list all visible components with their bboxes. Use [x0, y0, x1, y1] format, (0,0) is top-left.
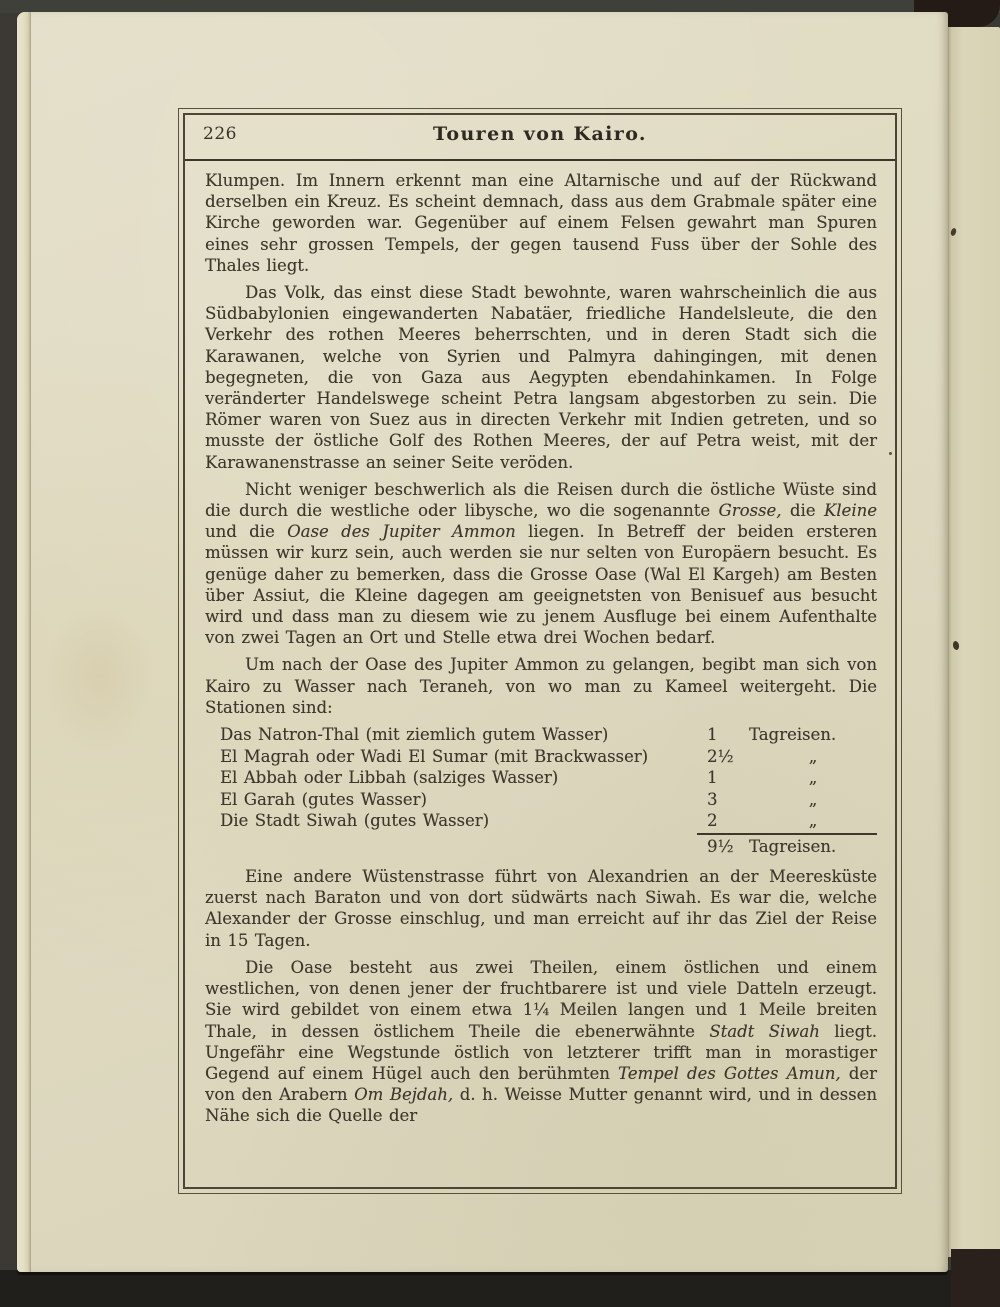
station-row [220, 746, 877, 768]
italic-run: Oase des Jupiter Ammon [287, 522, 516, 542]
text-run: Klumpen. Im Innern erkennt man eine Altarnische und auf der Rückwand derselben ein Kreuz. Es scheint demnach, dass aus dem Grabmale später eine Kirche geworden war. Gegenüber auf einem Felsen gewahrt man Spuren eines sehr grossen Tempels, der gegen tausend Fuss über der Sohle des Thales liegt. [205, 171, 877, 275]
station-name: Die Stadt Siwah (gutes Wasser) [220, 811, 490, 831]
station-unit: „ [808, 746, 818, 766]
binding-shadow-bottom-right [951, 1249, 1000, 1307]
station-row [220, 767, 877, 789]
station-name: El Garah (gutes Wasser) [220, 789, 427, 809]
station-name: El Abbah oder Libbah (salziges Wasser) [220, 768, 559, 788]
paragraph [205, 957, 877, 1127]
station-unit: Tagreisen. [749, 725, 837, 745]
paragraph [205, 866, 877, 951]
text-frame [178, 108, 902, 1194]
paper-speck [889, 452, 892, 455]
stations-total-unit: Tagreisen. [749, 836, 837, 856]
station-name: Das Natron-Thal (mit ziemlich gutem Wasser) [220, 725, 609, 745]
text-run: der von den Arabern [205, 1063, 877, 1105]
stations-total-row [220, 836, 877, 860]
text-run: d. h. Weisse Mutter genannt wird, und in dessen Nähe sich die Quelle der [205, 1085, 877, 1126]
station-unit: „ [808, 768, 818, 788]
sum-rule [697, 833, 877, 835]
stations-table [220, 724, 877, 859]
station-days: 2½ [707, 746, 734, 766]
italic-run: Om Bejdah, [354, 1085, 454, 1105]
italic-run: Stadt Siwah [709, 1021, 820, 1041]
text-run: liegen. In Betreff der beiden ersteren müssen wir kurz sein, auch werden sie nur selten von Europäern besucht. Es genüge daher zu bemerken, dass die Grosse Oase (Wal El Kargeh) am Besten über Assiut, die Kleine dagegen am geeignetsten von Benisuef aus besucht wird und dass man zu diesem wie zu jenem Ausfluge bei einem Aufenthalte von zwei Tagen an Ort und Stelle etwa drei Wochen bedarf. [205, 522, 877, 648]
station-days: 3 [707, 789, 718, 809]
stations-total-days: 9½ [707, 836, 734, 856]
text-frame-inner [183, 113, 897, 1189]
text-run: die [781, 501, 824, 521]
station-unit: „ [808, 789, 818, 809]
paragraph [205, 654, 877, 718]
station-days: 1 [707, 768, 718, 788]
station-row [220, 810, 877, 832]
station-unit: „ [808, 811, 818, 831]
book-page [17, 12, 948, 1272]
text-run: liegt. Ungefähr eine Wegstunde östlich von letzterer trifft man in morastiger Gegend auf einem Hügel auch den berühmten [205, 1021, 878, 1083]
text-run: Um nach der Oase des Jupiter Ammon zu gelangen, begibt man sich von Kairo zu Wasser nach Teraneh, von wo man zu Kameel weitergeht. Die Stationen sind: [205, 655, 877, 717]
page-edge-left [17, 12, 31, 1272]
station-row [220, 724, 877, 746]
station-name: El Magrah oder Wadi El Sumar (mit Brackwasser) [220, 746, 649, 766]
station-days: 2 [707, 811, 718, 831]
text-run: Die Oase besteht aus zwei Theilen, einem östlichen und einem westlichen, von denen jener der fruchtbarere ist und viele Datteln erzeugt. Sie wird gebildet von einem etwa 1¼ Meilen langen und 1 Meile breiten Thale, in dessen östlichem Theile die ebenerwähnte [205, 957, 877, 1041]
running-title: Touren von Kairo. [433, 123, 647, 145]
background-bottom-strip [0, 1270, 1000, 1307]
paper-stain [45, 602, 155, 752]
paragraph [205, 282, 877, 473]
text-run: und die [205, 522, 288, 542]
text-run: Eine andere Wüstenstrasse führt von Alexandrien an der Meeresküste zuerst nach Baraton und von dort südwärts nach Siwah. Es war die, welche Alexander der Grosse einschlug, und man erreicht auf ihr das Ziel der Reise in 15 Tagen. [205, 867, 877, 950]
page-header [185, 115, 895, 161]
station-rows [220, 724, 877, 832]
text-run: Das Volk, das einst diese Stadt bewohnte, waren wahrscheinlich die aus Südbabylonien eingewanderten Nabatäer, friedliche Handelsleute, die den Verkehr des rothen Meeres beherrschten, und in deren Stadt sich die Karawanen, welche von Syrien und Palmyra dahingingen, mit denen begegneten, die von Gaza aus Aegypten ebendahinkamen. In Folge veränderter Handelswege scheint Petra langsam abgestorben zu sein. Die Römer waren von Suez aus in directen Verkehr mit Indien getreten, und so musste der östliche Golf des Rothen Meeres, der auf Petra weist, mit der Karawanenstrasse an seiner Seite veröden. [205, 283, 877, 472]
paragraph [205, 479, 877, 649]
station-row [220, 789, 877, 811]
body-paragraphs-before [205, 170, 877, 718]
italic-run: Tempel des Gottes Amun, [618, 1063, 841, 1083]
page-number: 226 [203, 124, 237, 144]
italic-run: Kleine [823, 501, 877, 521]
station-days: 1 [707, 725, 718, 745]
text-run: Nicht weniger beschwerlich als die Reisen durch die östliche Wüste sind die durch die westliche oder libysche, wo die sogenannte [205, 479, 877, 521]
italic-run: Grosse, [718, 501, 782, 521]
body-paragraphs-after [205, 866, 877, 1126]
paragraph [205, 170, 877, 276]
page-body [185, 161, 895, 1127]
